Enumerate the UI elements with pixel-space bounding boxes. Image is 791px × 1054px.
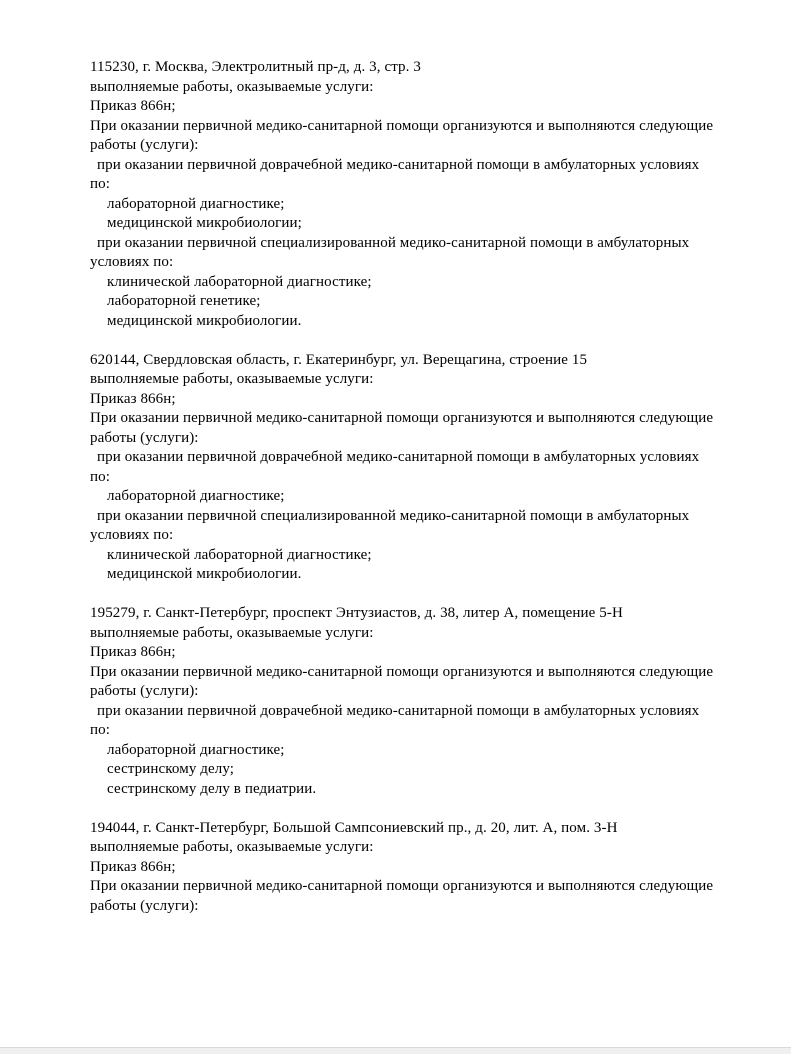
address-line: 195279, г. Санкт-Петербург, проспект Энтузиастов, д. 38, литер А, помещение 5-Н <box>90 605 623 621</box>
text-line: работы (услуги): <box>90 897 199 914</box>
text-line: выполняемые работы, оказываемые услуги: <box>90 624 374 641</box>
text-line: лабораторной диагностике; <box>107 488 285 504</box>
license-address-section <box>90 819 751 917</box>
text-line: лабораторной диагностике; <box>107 741 285 758</box>
text-line: при оказании первичной специализированной медико-санитарной помощи в амбулаторных <box>97 234 690 251</box>
text-line: выполняемые работы, оказываемые услуги: <box>90 839 374 855</box>
horizontal-scrollbar[interactable] <box>0 1047 791 1054</box>
text-line: работы (услуги): <box>90 683 199 699</box>
text-line: по: <box>90 176 110 192</box>
text-line: условиях по: <box>90 527 174 543</box>
text-line: При оказании первичной медико-санитарной помощи организуются и выполняются следующие <box>90 878 714 894</box>
text-line: медицинской микробиологии. <box>107 566 302 582</box>
text-line: работы (услуги): <box>90 137 199 153</box>
text-line: При оказании первичной медико-санитарной помощи организуются и выполняются следующие <box>90 410 714 426</box>
text-line: при оказании первичной доврачебной медико-санитарной помощи в амбулаторных условиях <box>97 449 700 465</box>
text-line: выполняемые работы, оказываемые услуги: <box>90 371 374 387</box>
address-line: 620144, Свердловская область, г. Екатеринбург, ул. Верещагина, строение 15 <box>90 351 588 368</box>
text-line: Приказ 866н; <box>90 644 176 660</box>
text-line: При оказании первичной медико-санитарной помощи организуются и выполняются следующие <box>90 117 714 134</box>
text-line: лабораторной генетике; <box>107 293 261 309</box>
text-line: медицинской микробиологии. <box>107 312 302 329</box>
text-line: клинической лабораторной диагностике; <box>107 273 372 290</box>
text-line: сестринскому делу; <box>107 761 235 777</box>
license-address-section <box>90 58 751 331</box>
license-address-section <box>90 604 751 799</box>
text-line: Приказ 866н; <box>90 390 176 407</box>
text-line: Приказ 866н; <box>90 98 176 114</box>
text-line: при оказании первичной доврачебной медико-санитарной помощи в амбулаторных условиях <box>97 702 700 719</box>
license-address-section <box>90 351 751 585</box>
text-line: При оказании первичной медико-санитарной помощи организуются и выполняются следующие <box>90 663 714 680</box>
text-line: по: <box>90 722 110 738</box>
text-line: по: <box>90 468 110 485</box>
text-line: при оказании первичной доврачебной медико-санитарной помощи в амбулаторных условиях <box>97 156 700 173</box>
text-line: сестринскому делу в педиатрии. <box>107 780 317 797</box>
text-line: выполняемые работы, оказываемые услуги: <box>90 78 374 95</box>
text-line: Приказ 866н; <box>90 858 176 875</box>
text-line: условиях по: <box>90 254 174 270</box>
text-line: при оказании первичной специализированной медико-санитарной помощи в амбулаторных <box>97 507 690 524</box>
address-line: 194044, г. Санкт-Петербург, Большой Сампсониевский пр., д. 20, лит. А, пом. 3-Н <box>90 819 618 836</box>
address-line: 115230, г. Москва, Электролитный пр-д, д. 3, стр. 3 <box>90 59 421 75</box>
text-line: клинической лабораторной диагностике; <box>107 546 372 563</box>
text-line: работы (услуги): <box>90 429 199 446</box>
text-line: лабораторной диагностике; <box>107 195 285 212</box>
text-line: медицинской микробиологии; <box>107 215 302 231</box>
